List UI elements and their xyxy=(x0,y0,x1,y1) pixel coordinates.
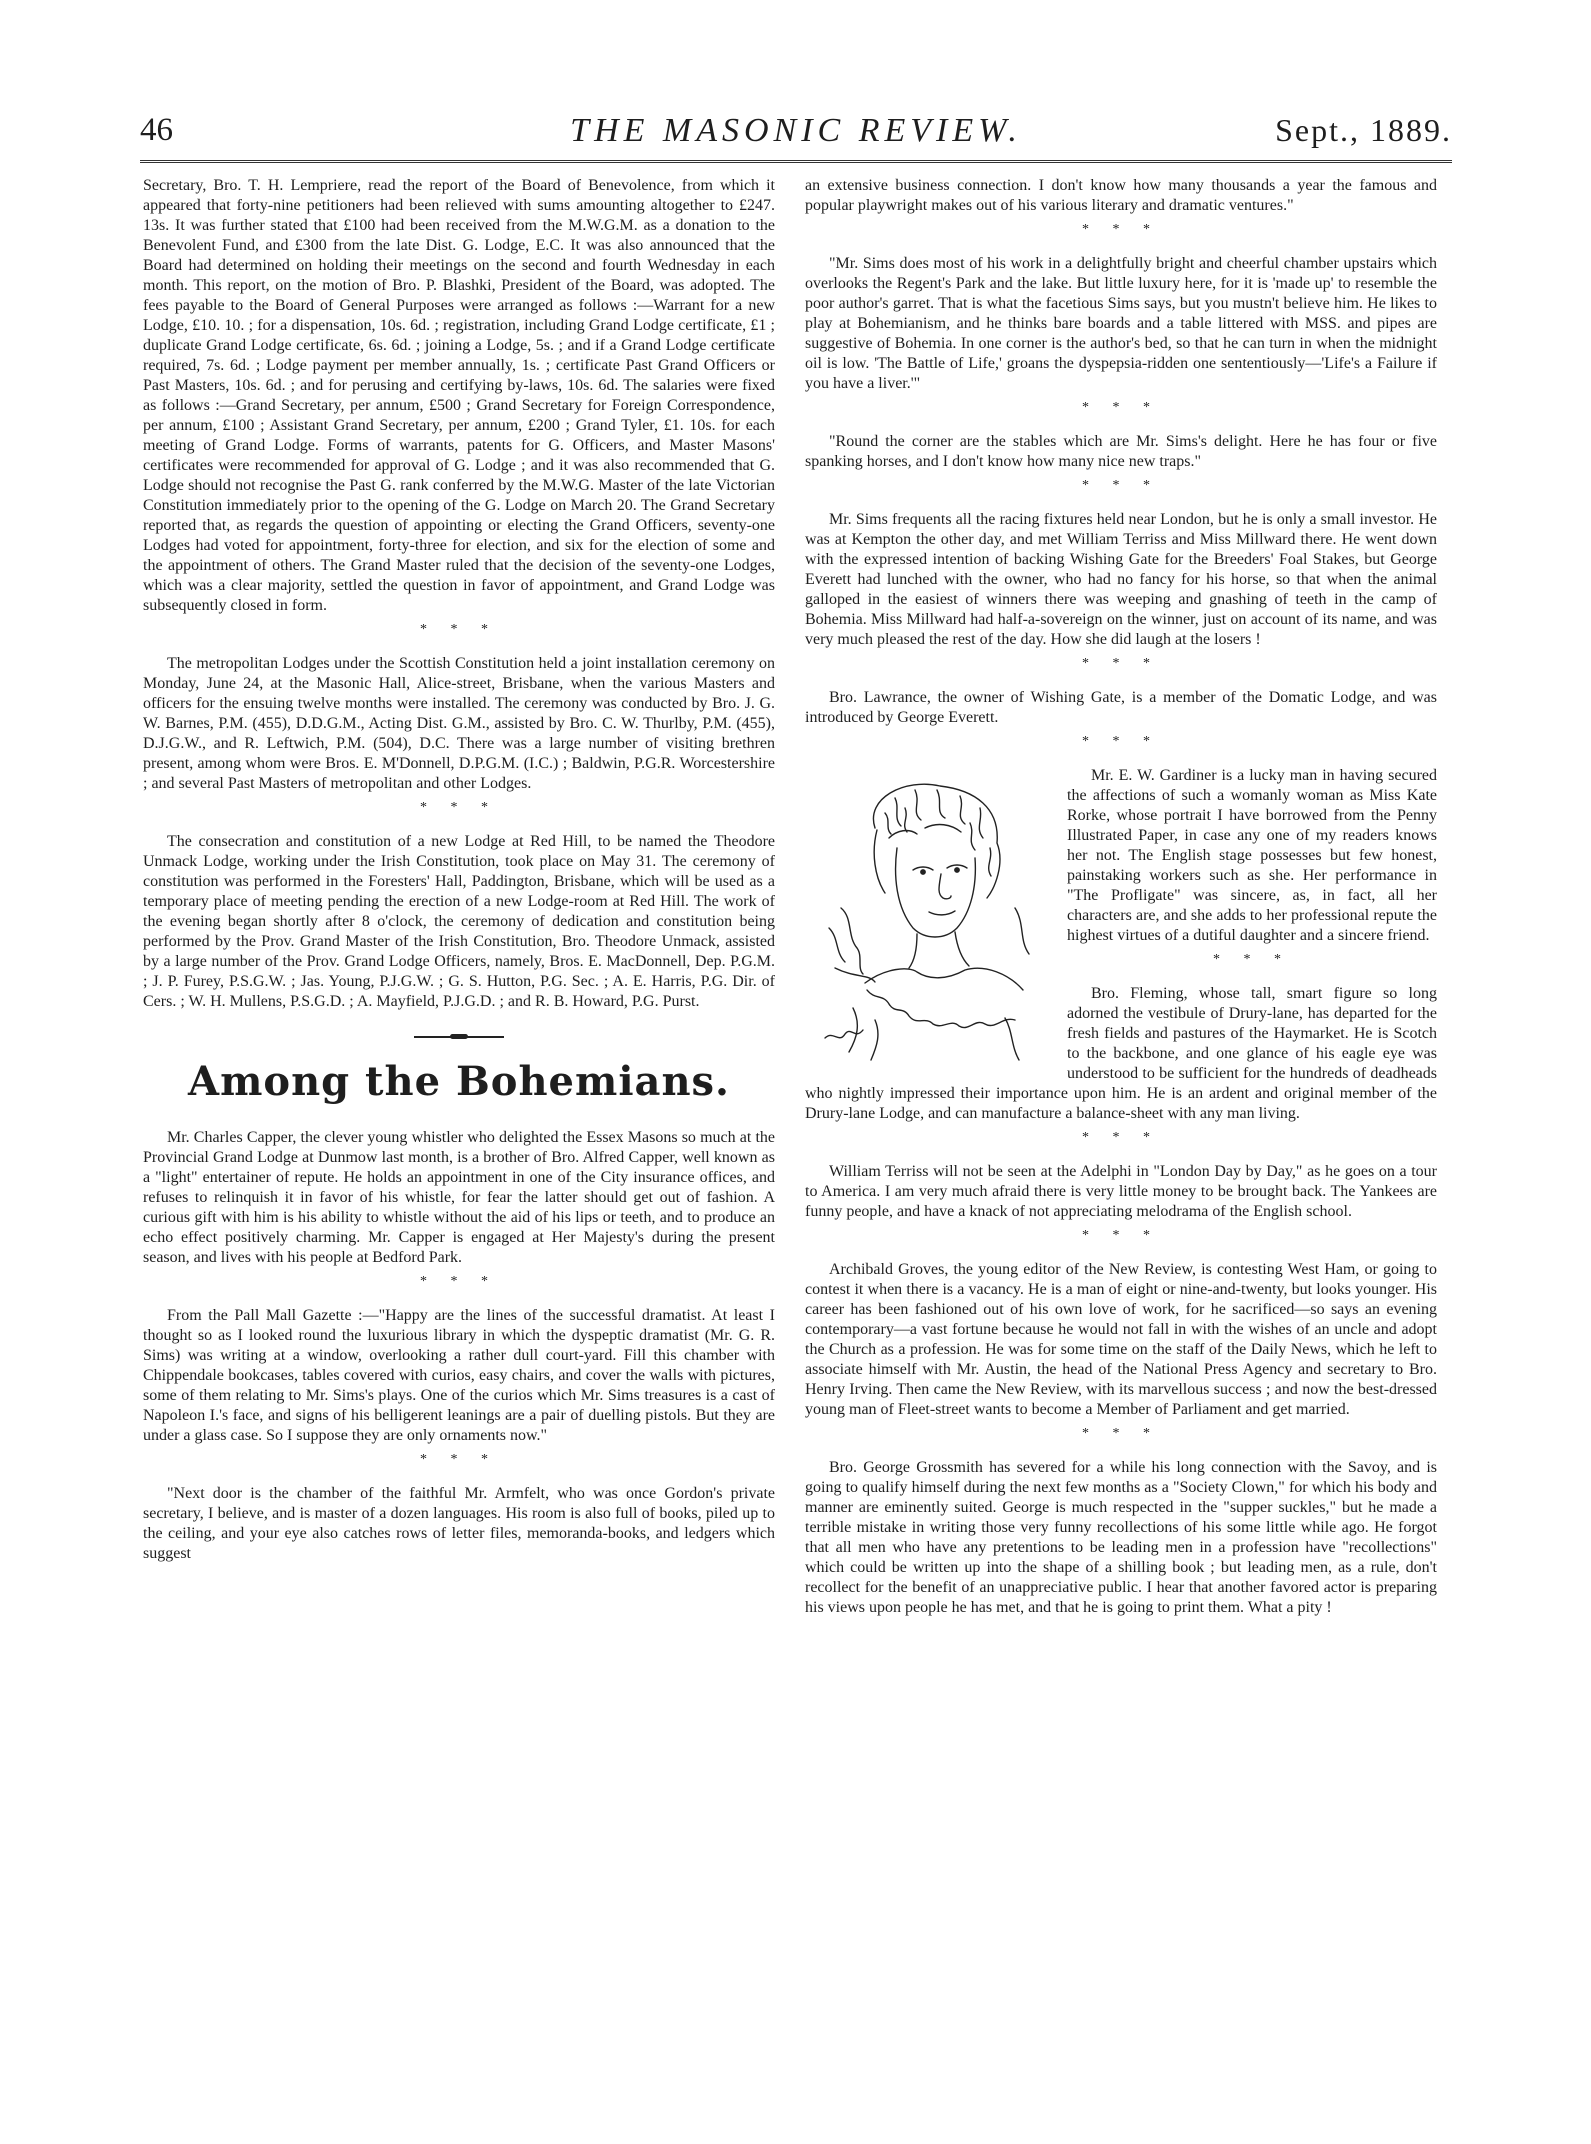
section-separator: * * * xyxy=(1213,952,1291,967)
article-paragraph: Mr. Sims frequents all the racing fixtures held near London, but he is only a small investor. He was at Kempton the other day, and met William Terriss and Miss Millward there. He went down with the expressed intention of backing Wishing Gate for the Breeders' Foal Stakes, but George Everett had lunched with the owner, who had no fancy for his horse, so that when the animal galloped in the easiest of winners there was weeping and gnashing of teeth in the camp of Bohemia. Miss Millward had half-a-sovereign on the winner, just on account of its name, and was very much pleased the rest of the day. How she did laugh at the losers ! xyxy=(805,511,1437,648)
article-paragraph: The consecration and constitution of a new Lodge at Red Hill, to be named the Theodore Unmack Lodge, working under the Irish Constitution, took place on May 31. The ceremony of constitution was performed in the Foresters' Hall, Paddington, Brisbane, which will be used as a temporary place of meeting pending the erection of a new Lodge-room at Red Hill. The work of the evening began shortly after 8 o'clock, the ceremony of dedication and constitution being performed by the Prov. Grand Master of the Irish Constitution, Bro. Theodore Unmack, assisted by a large number of the Prov. Grand Lodge Officers, namely, Bros. E. MacDonnell, Dep. P.G.M. ; J. P. Furey, P.S.G.W. ; Jas. Young, P.J.G.W. ; G. S. Hutton, P.G. Sec. ; A. E. Harris, P.G. Dir. of Cers. ; W. H. Mullens, P.S.G.D. ; A. Mayfield, P.J.G.D. ; and R. B. Howard, P.G. Purst. xyxy=(143,833,775,1010)
article-paragraph: From the Pall Mall Gazette :—"Happy are the lines of the successful dramatist. At least I thought so as I looked round the luxurious library in which the dyspeptic dramatist (Mr. G. R. Sims) was writing at a window, overlooking a rather dull court-yard. Fill this chamber with Chippendale bookcases, tables covered with curios, easy chairs, and cover the walls with pictures, some of them relating to Mr. Sims's plays. One of the curios which Mr. Sims treasures is a cast of Napoleon I.'s face, and signs of his belligerent leanings are a pair of duelling pistols. But they are under a glass case. So I suppose they are only ornaments now." xyxy=(143,1307,775,1444)
issue-date: Sept., 1889. xyxy=(1275,112,1452,148)
article-paragraph: "Next door is the chamber of the faithful Mr. Armfelt, who was once Gordon's private secretary, I believe, and is master of a dozen languages. His room is also full of books, piled up to the ceiling, and your eye also catches rows of letter files, memoranda-books, and ledgers which suggest xyxy=(143,1485,775,1562)
section-separator: * * * xyxy=(1082,1130,1160,1145)
section-separator: * * * xyxy=(420,622,498,637)
section-separator: * * * xyxy=(1082,1426,1160,1441)
article-paragraph: "Round the corner are the stables which are Mr. Sims's delight. Here he has four or five spanking horses, and I don't know how many nice new traps." xyxy=(805,433,1437,470)
portrait-drawing xyxy=(805,768,1055,1068)
woman-portrait-engraving-icon xyxy=(805,768,1055,1068)
section-separator: * * * xyxy=(1082,478,1160,493)
article-paragraph: Secretary, Bro. T. H. Lempriere, read the report of the Board of Benevolence, from which it appeared that forty-nine petitioners had been relieved with sums amounting altogether to £247. 13s. It was further stated that £100 had been received from the M.W.G.M. as a donation to the Benevolent Fund, and £300 from the late Dist. G. Lodge, E.C. It was also announced that the Board had determined on holding their meetings on the second and fourth Wednesday in each month. This report, on the motion of Bro. P. Blashki, President of the Board, was adopted. The fees payable to the Board of General Purposes were arranged as follows :—Warrant for a new Lodge, £10. 10. ; for a dispensation, 10s. 6d. ; registration, including Grand Lodge certificate, £1 ; duplicate Grand Lodge certificate, 6s. 6d. ; joining a Lodge, 5s. ; and if a Grand Lodge certificate required, 7s. 6d. ; Lodge payment per member annually, 1s. ; certificate Past Grand Officers or Past Masters, 10s. 6d. ; and for perusing and certifying by-laws, 10s. 6d. The salaries were fixed as follows :—Grand Secretary, per annum, £500 ; Grand Secretary for Foreign Correspondence, per annum, £100 ; Assistant Grand Secretary, per annum, £200 ; Grand Tyler, £1. 10s. for each meeting of Grand Lodge. Forms of warrants, patents for G. Officers, and Master Masons' certificates were recommended for approval of G. Lodge ; and it was also recommended that G. Lodge should not recognise the Past G. rank conferred by the M.W.G. Master of the late Victorian Constitution immediately prior to the opening of the G. Lodge on March 20. The Grand Secretary reported that, as regards the question of appointing or electing the Grand Officers, seventy-one Lodges had voted for appointment, forty-three for election, and six for the election of some and the appointment of others. The Grand Master ruled that the decision of the seventy-one Lodges, which was a clear majority, settled the question in favor of appointment, and Grand Lodge was subsequently closed in form. xyxy=(143,177,775,614)
right-column xyxy=(805,176,1437,1618)
article-paragraph: Archibald Groves, the young editor of the New Review, is contesting West Ham, or going to contest it when there is a vacancy. He is a man of eight or nine-and-twenty, but looks younger. His career has been fashioned out of his own love of work, for he sacrificed—so says an evening contemporary—a vast fortune because he would not fall in with the wishes of an uncle and adopt the Church as a profession. He was for some time on the staff of the Daily News, which he left to associate himself with Mr. Austin, the head of the National Press Agency and secretary to Bro. Henry Irving. Then came the New Review, with its marvellous success ; and now the best-dressed young man of Fleet-street wants to become a Member of Parliament and get married. xyxy=(805,1261,1437,1418)
section-separator: * * * xyxy=(420,1452,498,1467)
article-paragraph: Mr. E. W. Gardiner is a lucky man in having secured the affections of such a womanly woman as Miss Kate Rorke, whose portrait I have borrowed from the Penny Illustrated Paper, in case any one of my readers knows her not. The English stage possesses but few honest, painstaking workers such as she. Her performance in "The Profligate" was sincere, as, in fact, all her characters are, and she adds to her professional repute the highest virtues of a dutiful daughter and a sincere friend. xyxy=(1067,767,1437,944)
ornamental-rule-icon xyxy=(414,1036,504,1038)
article-paragraph: Bro. George Grossmith has severed for a while his long connection with the Savoy, and is going to qualify himself during the next few months as a "Society Clown," for which his body and manner are eminently suited. George is much respected in the "supper suckles," but he made a terrible mistake in writing those very funny recollections of his some little while ago. He forgot that all men who have any pretentions to be leading men in a profession have "recollections" which could be written up into the shape of a shilling book ; but leading men, as a rule, don't recollect for the benefit of an unappreciative public. I hear that another favored actor is preparing his views upon people he has met, and that he is going to print them. What a pity ! xyxy=(805,1459,1437,1616)
header-rule xyxy=(140,160,1452,163)
article-paragraph: Mr. Charles Capper, the clever young whistler who delighted the Essex Masons so much at the Provincial Grand Lodge at Dunmow last month, is a brother of Bro. Alfred Capper, well known as a "light" entertainer of repute. He holds an appointment in one of the City insurance offices, and refuses to relinquish it in favor of his whistle, for fear the latter should get out of fashion. A curious gift with him is his ability to whistle without the aid of his lips or teeth, and to produce an echo effect positively charming. Mr. Capper is engaged at Her Majesty's during the present season, and lives with his people at Bedford Park. xyxy=(143,1129,775,1266)
section-separator: * * * xyxy=(1082,1228,1160,1243)
section-separator: * * * xyxy=(1082,400,1160,415)
page-header xyxy=(140,112,1452,154)
article-paragraph: The metropolitan Lodges under the Scottish Constitution held a joint installation ceremony on Monday, June 24, at the Masonic Hall, Alice-street, Brisbane, when the various Masters and officers for the ensuing twelve months were installed. The ceremony was conducted by Bro. J. G. W. Barnes, P.M. (455), D.D.G.M., Acting Dist. G.M., assisted by Bro. C. W. Thurlby, P.M. (455), D.J.G.W., and R. Leftwich, P.M. (504), D.C. There was a large number of visiting brethren present, among whom were Bros. E. M'Donnell, D.P.G.M. (I.C.) ; Baldwin, P.G.R. Worcestershire ; and several Past Masters of metropolitan and other Lodges. xyxy=(143,655,775,792)
section-separator: * * * xyxy=(1082,656,1160,671)
masthead-title: THE MASONIC REVIEW. xyxy=(570,112,1022,149)
section-heading: Among the Bohemians. xyxy=(188,1058,730,1105)
section-separator: * * * xyxy=(420,1274,498,1289)
article-paragraph: an extensive business connection. I don't know how many thousands a year the famous and popular playwright makes out of his various literary and dramatic ventures." xyxy=(805,177,1437,214)
section-separator: * * * xyxy=(420,800,498,815)
article-paragraph: Bro. Lawrance, the owner of Wishing Gate, is a member of the Domatic Lodge, and was introduced by George Everett. xyxy=(805,689,1437,726)
section-separator: * * * xyxy=(1082,734,1160,749)
article-paragraph: "Mr. Sims does most of his work in a delightfully bright and cheerful chamber upstairs which overlooks the Regent's Park and the lake. But little luxury here, for it is 'made up' to resemble the poor author's garret. That is what the facetious Sims says, but you mustn't believe him. He likes to play at Bohemianism, and he thinks bare boards and a table littered with MSS. and pipes are suggestive of Bohemia. In one corner is the author's bed, so that he can turn in when the midnight oil is low. 'The Battle of Life,' groans the dyspepsia-ridden one sententiously—'Life's a Failure if you have a liver.'" xyxy=(805,255,1437,392)
section-separator: * * * xyxy=(1082,222,1160,237)
article-paragraph: William Terriss will not be seen at the Adelphi in "London Day by Day," as he goes on a tour to America. I am very much afraid there is very little money to be brought back. The Yankees are funny people, and have a knack of not appreciating melodrama of the English school. xyxy=(805,1163,1437,1220)
page-number: 46 xyxy=(140,112,173,148)
article-paragraph: Bro. Fleming, whose tall, smart figure so long adorned the vestibule of Drury-lane, has departed for the fresh fields and pastures of the Haymarket. He is Scotch to the backbone, and one glance of his eagle eye was understood to be sufficient for the hundreds of deadheads who nightly impressed their importance upon him. He is an ardent and original member of the Drury-lane Lodge, and can manufacture a balance-sheet with any man living. xyxy=(805,985,1437,1122)
left-column xyxy=(143,176,775,1564)
